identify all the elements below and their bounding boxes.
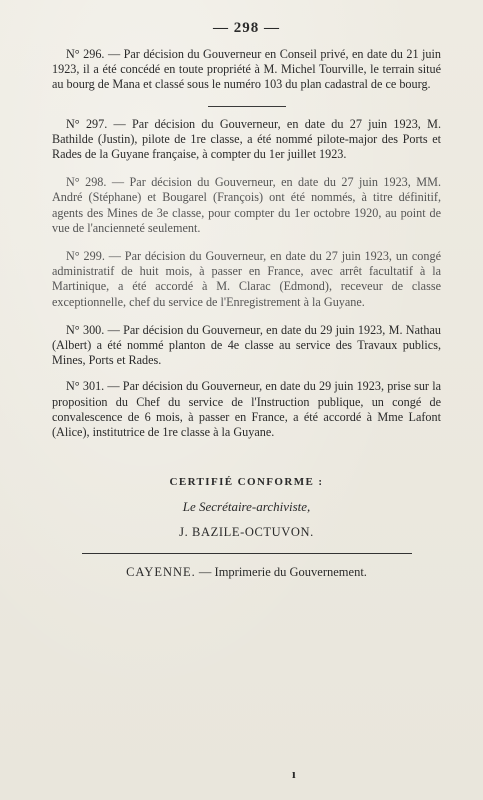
printer-imprint bbox=[52, 565, 441, 580]
imprint-text: — Imprimerie du Gouvernement. bbox=[198, 565, 367, 580]
imprint-city: CAYENNE. bbox=[126, 565, 196, 580]
paragraph-gap bbox=[52, 162, 441, 175]
paragraph-gap bbox=[52, 310, 441, 323]
decision-299: N° 299. — Par décision du Gouverneur, en date du 27 juin 1923, un congé administratif de huit mois, à passer en France, avec arrêt facultatif à la Martinique, a été accordé à M. Clarac (Edmond), receveur de classe exceptionnelle, chef du service de l'Enregistrement à la Guyane. bbox=[52, 249, 441, 309]
decision-301: N° 301. — Par décision du Gouverneur, en date du 29 juin 1923, prise sur la proposition du Chef du service de l'Instruction publique, un congé de convalescence de 6 mois, à passer en France, a été accordé à Mme Lafont (Alice), institutrice de 1re classe à la Guyane. bbox=[52, 379, 441, 440]
certified-heading: CERTIFIÉ CONFORME : bbox=[169, 476, 324, 489]
decision-298: N° 298. — Par décision du Gouverneur, en date du 27 juin 1923, MM. André (Stéphane) et Bougarel (François) ont été nommés, à titre définitif, agents des Mines de 3e classe, pour compter du 1er octobre 1920, au point de vue de l'ancienneté seulement. bbox=[52, 175, 441, 235]
paragraph-gap bbox=[52, 368, 441, 379]
stray-mark: ı bbox=[292, 766, 296, 781]
decision-297: N° 297. — Par décision du Gouverneur, en date du 27 juin 1923, M. Bathilde (Justin), pilote de 1re classe, a été nommé pilote-major des Ports et Rades de la Guyane française, à compter du 1er juillet 1923. bbox=[52, 116, 441, 162]
page-number: — 298 — bbox=[213, 20, 280, 36]
signatory-name: J. BAZILE-OCTUVON. bbox=[179, 525, 314, 540]
section-divider bbox=[208, 106, 286, 107]
paragraph-gap bbox=[52, 236, 441, 249]
footer-rule bbox=[82, 553, 412, 554]
decision-296: N° 296. — Par décision du Gouverneur en Conseil privé, en date du 21 juin 1923, il a été concédé en toute propriété à M. Michel Tourville, le terrain situé au bourg de Mana et classé sous le numéro 103 du plan cadastral de ce bourg. bbox=[52, 47, 441, 92]
decision-300: N° 300. — Par décision du Gouverneur, en date du 29 juin 1923, M. Nathau (Albert) a été nommé planton de 4e classe au service des Travaux publics, Mines, Ports et Rades. bbox=[52, 322, 441, 368]
secretary-title: Le Secrétaire-archiviste, bbox=[182, 499, 311, 515]
